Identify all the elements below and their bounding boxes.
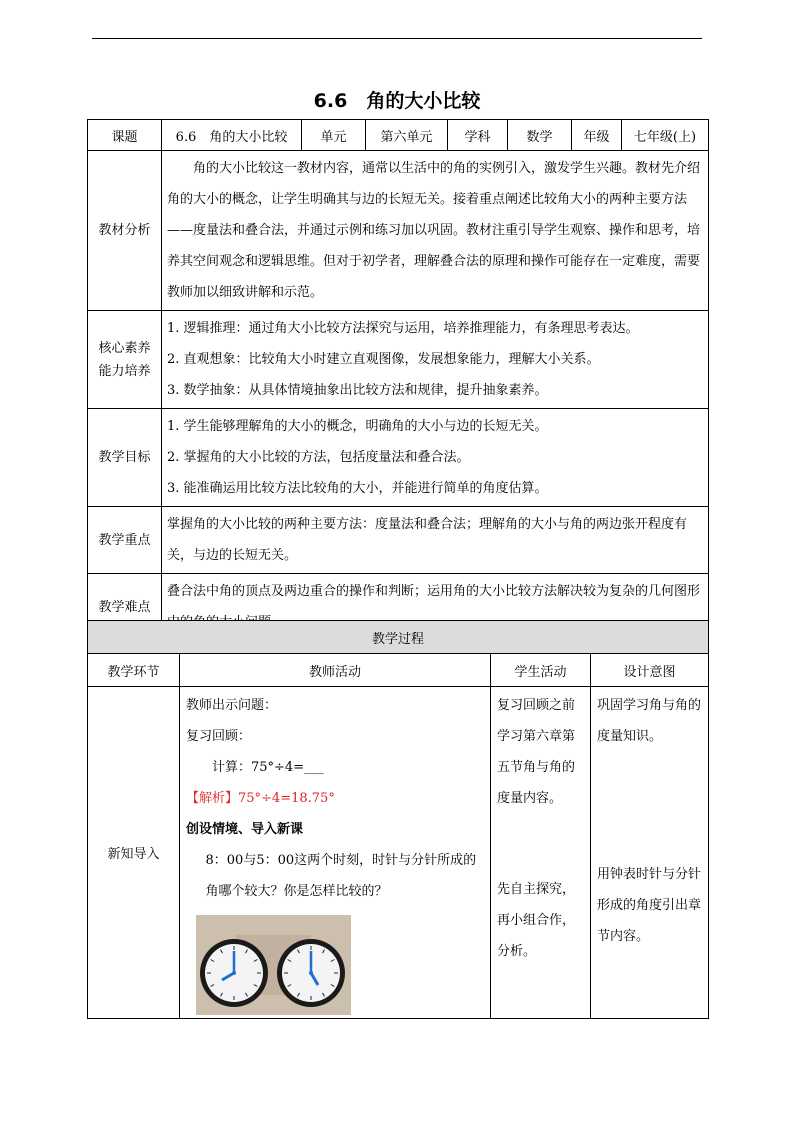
intent-part2: 用钟表时针与分针形成的角度引出章节内容。 <box>597 867 702 944</box>
goals-row <box>88 409 709 507</box>
column-header: 设计意图 <box>591 654 709 687</box>
literacy-label-line2: 能力培养 <box>98 363 151 379</box>
goal-item: 1. 学生能够理解角的大小的概念，明确角的大小与边的长短无关。 <box>167 419 548 434</box>
calc-question: 计算：75°÷4=___ <box>212 760 324 775</box>
subject-label: 学科 <box>448 120 508 151</box>
clock-icon <box>196 915 351 1015</box>
student-activity <box>491 687 591 1019</box>
keypoint-label: 教学重点 <box>88 507 162 574</box>
goal-item: 3. 能准确运用比较方法比较角的大小，并能进行简单的角度估算。 <box>167 481 548 496</box>
process-heading: 教学过程 <box>88 621 709 654</box>
design-intent <box>591 687 709 1019</box>
goals-label: 教学目标 <box>88 409 162 507</box>
clock-question: 8：00与5：00这两个时刻，时针与分针所成的角哪个较大？你是怎样比较的？ <box>205 853 477 899</box>
keypoint-text: 掌握角的大小比较的两种主要方法：度量法和叠合法；理解角的大小与角的两边张开程度有关，与边的长短无关。 <box>167 517 688 563</box>
grade-label: 年级 <box>572 120 622 151</box>
literacy-label <box>88 311 162 409</box>
literacy-row <box>88 311 709 409</box>
process-heading-row <box>88 621 709 654</box>
teacher-line: 复习回顾： <box>186 729 252 744</box>
lesson-value: 6.6 角的大小比较 <box>162 120 302 151</box>
student-part2: 先自主探究，再小组合作，分析。 <box>497 882 576 959</box>
keypoint-row <box>88 507 709 574</box>
grade-value: 七年级(上) <box>622 120 709 151</box>
student-part1: 复习回顾之前学习第六章第五节角与角的度量内容。 <box>497 698 576 806</box>
subject-value: 数学 <box>508 120 572 151</box>
page-title: 6.6 角的大小比较 <box>313 90 481 112</box>
column-header: 学生活动 <box>491 654 591 687</box>
lesson-label: 课题 <box>88 120 162 151</box>
teaching-process-table <box>87 620 709 1019</box>
analysis-text: 角的大小比较这一教材内容，通常以生活中的角的实例引入，激发学生兴趣。教材先介绍角的大小的概念，让学生明确其与边的长短无关。接着重点阐述比较角大小的两种主要方法——度量法和叠合法，并通过示例和练习加以巩固。教材注重引导学生观察、操作和思考，培养其空间观念和逻辑思维。但对于初学者，理解叠合法的原理和操作可能存在一定难度，需要教师加以细致讲解和示范。 <box>167 161 701 300</box>
process-row <box>88 687 709 1019</box>
analysis-label: 教材分析 <box>88 151 162 311</box>
answer-explanation: 【解析】75°÷4=18.75° <box>186 791 335 806</box>
literacy-item: 1. 逻辑推理：通过角大小比较方法探究与运用，培养推理能力，有条理思考表达。 <box>167 321 639 336</box>
process-column-headers <box>88 654 709 687</box>
info-header-row <box>88 120 709 151</box>
goal-item: 2. 掌握角的大小比较的方法，包括度量法和叠合法。 <box>167 450 470 465</box>
stage-name: 新知导入 <box>88 687 180 1019</box>
literacy-item: 3. 数学抽象：从具体情境抽象出比较方法和规律，提升抽象素养。 <box>167 383 548 398</box>
teacher-activity <box>180 687 491 1019</box>
teacher-line: 教师出示问题： <box>186 698 278 713</box>
difficulty-text: 叠合法中角的顶点及两边重合的操作和判断；运用角的大小比较方法解决较为复杂的几何图形 <box>167 584 701 599</box>
unit-label: 单元 <box>302 120 366 151</box>
header-rule <box>92 38 702 39</box>
unit-value: 第六单元 <box>366 120 448 151</box>
clocks-image <box>196 915 351 1015</box>
section-heading: 创设情境、导入新课 <box>186 822 304 837</box>
column-header: 教师活动 <box>180 654 491 687</box>
column-header: 教学环节 <box>88 654 180 687</box>
literacy-item: 2. 直观想象：比较角大小时建立直观图像，发展想象能力，理解大小关系。 <box>167 352 600 367</box>
literacy-label-line1: 核心素养 <box>98 340 151 356</box>
lesson-info-table <box>87 119 709 641</box>
difficulty-label: 教学难点 <box>88 574 162 641</box>
intent-part1: 巩固学习角与角的度量知识。 <box>597 698 702 744</box>
analysis-row <box>88 151 709 311</box>
